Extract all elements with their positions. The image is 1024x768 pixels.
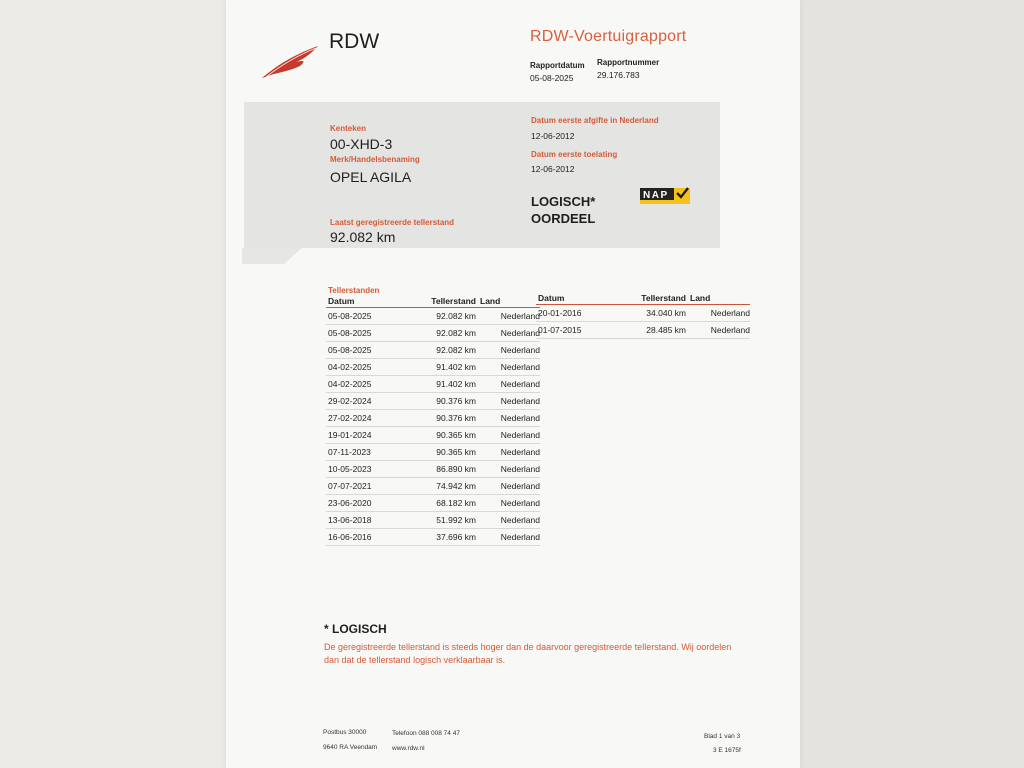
row-reading: 90.376 km — [400, 410, 480, 427]
table-header — [326, 296, 540, 308]
header-reading: Tellerstand — [400, 296, 480, 308]
row-country: Nederland — [480, 427, 540, 444]
row-reading: 91.402 km — [400, 359, 480, 376]
background-right — [800, 0, 1024, 768]
table-row — [326, 393, 540, 410]
report-date: 05-08-2025 — [530, 73, 574, 83]
row-reading: 90.365 km — [400, 444, 480, 461]
table-row — [326, 325, 540, 342]
last-odometer-label: Laatst geregistreerde tellerstand — [330, 218, 455, 227]
note-title: * LOGISCH — [324, 622, 387, 636]
footer-code: 3 E 1675f — [713, 747, 741, 754]
nap-text: NAP — [643, 190, 669, 201]
row-date: 01-07-2015 — [536, 322, 610, 339]
row-date: 05-08-2025 — [326, 342, 400, 359]
make-label: Merk/Handelsbenaming — [330, 155, 420, 164]
row-reading: 74.942 km — [400, 478, 480, 495]
plate-label: Kenteken — [330, 124, 367, 133]
table-row — [326, 342, 540, 359]
header-reading: Tellerstand — [610, 293, 690, 305]
row-country: Nederland — [480, 325, 540, 342]
band-tail — [242, 248, 302, 264]
header-country: Land — [480, 296, 540, 308]
row-date: 29-02-2024 — [326, 393, 400, 410]
report-title: RDW-Voertuigrapport — [530, 28, 687, 45]
row-country: Nederland — [480, 410, 540, 427]
footer-phone: Telefoon 088 008 74 47 — [392, 730, 460, 737]
row-country: Nederland — [480, 444, 540, 461]
table-row — [326, 427, 540, 444]
background-left — [0, 0, 226, 768]
report-date-label: Rapportdatum — [530, 61, 585, 70]
last-odometer: 92.082 km — [330, 229, 396, 245]
footer-web: www.rdw.nl — [392, 745, 425, 752]
first-nl-label: Datum eerste afgifte in Nederland — [531, 116, 659, 125]
row-country: Nederland — [480, 308, 540, 325]
table-row — [326, 308, 540, 325]
row-date: 23-06-2020 — [326, 495, 400, 512]
brand-name: RDW — [329, 30, 380, 53]
report-page — [226, 0, 800, 768]
row-date: 04-02-2025 — [326, 376, 400, 393]
row-date: 04-02-2025 — [326, 359, 400, 376]
footer-postbus: Postbus 30000 — [323, 729, 367, 736]
row-date: 16-06-2016 — [326, 529, 400, 546]
row-country: Nederland — [480, 376, 540, 393]
row-date: 27-02-2024 — [326, 410, 400, 427]
table-row — [326, 529, 540, 546]
table-row — [326, 359, 540, 376]
verdict-line-2: OORDEEL — [531, 211, 596, 226]
table-row — [326, 512, 540, 529]
first-nl-date: 12-06-2012 — [531, 131, 575, 141]
note-text: De geregistreerde tellerstand is steeds hoger dan de daarvoor geregistreerde tellerstand. Wij oordelen dan dat de tellerstand logisch verklaarbaar is. — [324, 642, 732, 665]
row-date: 07-07-2021 — [326, 478, 400, 495]
first-admission-date: 12-06-2012 — [531, 164, 575, 174]
row-reading: 28.485 km — [610, 322, 690, 339]
table-row — [326, 478, 540, 495]
rdw-wing-icon — [260, 44, 320, 80]
footer-city: 9640 RA Veendam — [323, 744, 378, 751]
row-country: Nederland — [690, 322, 750, 339]
odometer-table-left — [326, 296, 540, 546]
table-row — [326, 410, 540, 427]
header-date: Datum — [536, 293, 610, 305]
row-reading: 86.890 km — [400, 461, 480, 478]
header-country: Land — [690, 293, 750, 305]
row-reading: 34.040 km — [610, 305, 690, 322]
footer-page: Blad 1 van 3 — [704, 733, 741, 740]
row-country: Nederland — [480, 393, 540, 410]
row-country: Nederland — [480, 529, 540, 546]
nap-check-logo — [640, 186, 692, 206]
row-date: 05-08-2025 — [326, 308, 400, 325]
table-row — [326, 376, 540, 393]
row-reading: 90.376 km — [400, 393, 480, 410]
row-reading: 51.992 km — [400, 512, 480, 529]
row-country: Nederland — [480, 359, 540, 376]
report-number: 29.176.783 — [597, 70, 640, 80]
row-country: Nederland — [480, 495, 540, 512]
report-number-label: Rapportnummer — [597, 58, 660, 67]
vehicle-make: OPEL AGILA — [330, 169, 412, 185]
row-country: Nederland — [480, 512, 540, 529]
row-country: Nederland — [480, 478, 540, 495]
row-date: 10-05-2023 — [326, 461, 400, 478]
odometer-table-right — [536, 293, 750, 339]
header-date: Datum — [326, 296, 400, 308]
verdict-line-1: LOGISCH* — [531, 194, 596, 209]
verdict — [531, 193, 595, 227]
row-reading: 92.082 km — [400, 342, 480, 359]
first-admission-label: Datum eerste toelating — [531, 150, 618, 159]
row-reading: 90.365 km — [400, 427, 480, 444]
table-row — [326, 444, 540, 461]
row-reading: 68.182 km — [400, 495, 480, 512]
odometer-section-label: Tellerstanden — [328, 286, 380, 295]
row-date: 13-06-2018 — [326, 512, 400, 529]
row-country: Nederland — [480, 461, 540, 478]
table-header — [536, 293, 750, 305]
row-date: 20-01-2016 — [536, 305, 610, 322]
row-reading: 92.082 km — [400, 308, 480, 325]
table-row — [536, 322, 750, 339]
table-row — [326, 461, 540, 478]
row-date: 07-11-2023 — [326, 444, 400, 461]
row-reading: 91.402 km — [400, 376, 480, 393]
row-date: 05-08-2025 — [326, 325, 400, 342]
row-reading: 37.696 km — [400, 529, 480, 546]
license-plate: 00-XHD-3 — [330, 136, 393, 152]
row-country: Nederland — [480, 342, 540, 359]
table-row — [326, 495, 540, 512]
row-country: Nederland — [690, 305, 750, 322]
row-reading: 92.082 km — [400, 325, 480, 342]
table-row — [536, 305, 750, 322]
row-date: 19-01-2024 — [326, 427, 400, 444]
